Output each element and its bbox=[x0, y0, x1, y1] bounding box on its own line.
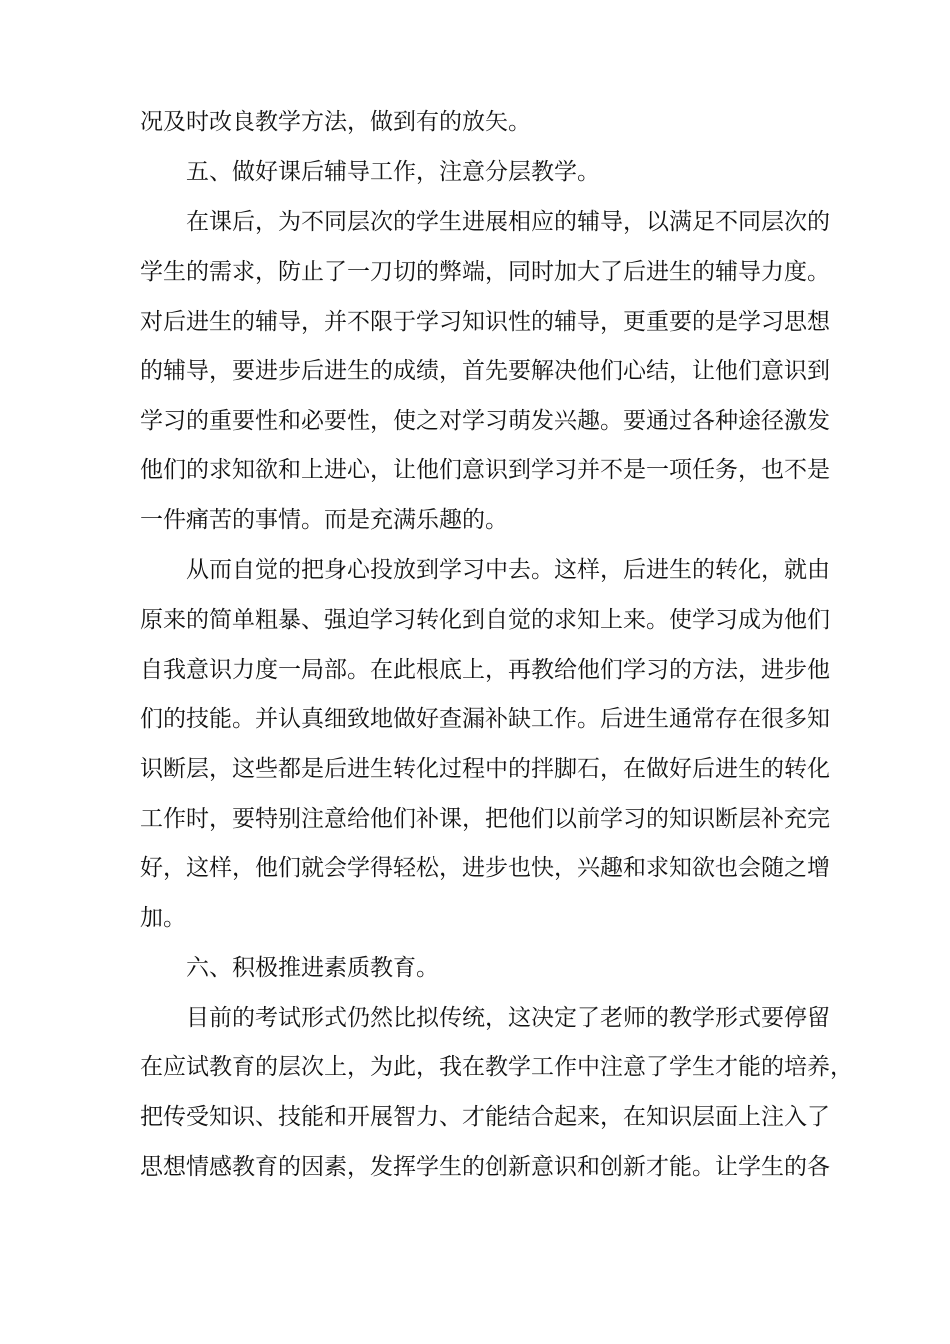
text-line: 工作时，要特别注意给他们补课，把他们以前学习的知识断层补充完 bbox=[140, 806, 830, 832]
text-line: 他们的求知欲和上进心，让他们意识到学习并不是一项任务，也不是 bbox=[140, 457, 830, 483]
text-line: 自我意识力度一局部。在此根底上，再教给他们学习的方法，进步他 bbox=[140, 657, 830, 683]
paragraph-first-line: 目前的考试形式仍然比拟传统，这决定了老师的教学形式要停留 bbox=[186, 1005, 830, 1031]
section-heading: 六、积极推进素质教育。 bbox=[186, 955, 439, 981]
text-line: 思想情感教育的因素，发挥学生的创新意识和创新才能。让学生的各 bbox=[140, 1154, 830, 1180]
text-line: 一件痛苦的事情。而是充满乐趣的。 bbox=[140, 507, 508, 533]
text-line: 况及时改良教学方法，做到有的放矢。 bbox=[140, 109, 531, 135]
text-line: 加。 bbox=[140, 905, 186, 931]
text-line: 好，这样，他们就会学得轻松，进步也快，兴趣和求知欲也会随之增 bbox=[140, 855, 830, 881]
text-line: 学生的需求，防止了一刀切的弊端，同时加大了后进生的辅导力度。 bbox=[140, 259, 830, 285]
paragraph-first-line: 在课后，为不同层次的学生进展相应的辅导，以满足不同层次的 bbox=[186, 209, 830, 235]
text-line: 原来的简单粗暴、强迫学习转化到自觉的求知上来。使学习成为他们 bbox=[140, 607, 830, 633]
text-line: 把传受知识、技能和开展智力、才能结合起来，在知识层面上注入了 bbox=[140, 1104, 830, 1130]
text-line: 学习的重要性和必要性，使之对学习萌发兴趣。要通过各种途径激发 bbox=[140, 408, 830, 434]
paragraph-first-line: 从而自觉的把身心投放到学习中去。这样，后进生的转化，就由 bbox=[186, 557, 830, 583]
text-line: 在应试教育的层次上，为此，我在教学工作中注意了学生才能的培养， bbox=[140, 1054, 853, 1080]
text-line: 们的技能。并认真细致地做好查漏补缺工作。后进生通常存在很多知 bbox=[140, 706, 830, 732]
section-heading: 五、做好课后辅导工作，注意分层教学。 bbox=[186, 159, 600, 185]
text-line: 的辅导，要进步后进生的成绩，首先要解决他们心结，让他们意识到 bbox=[140, 358, 830, 384]
text-line: 识断层，这些都是后进生转化过程中的拌脚石，在做好后进生的转化 bbox=[140, 756, 830, 782]
text-line: 对后进生的辅导，并不限于学习知识性的辅导，更重要的是学习思想 bbox=[140, 309, 830, 335]
